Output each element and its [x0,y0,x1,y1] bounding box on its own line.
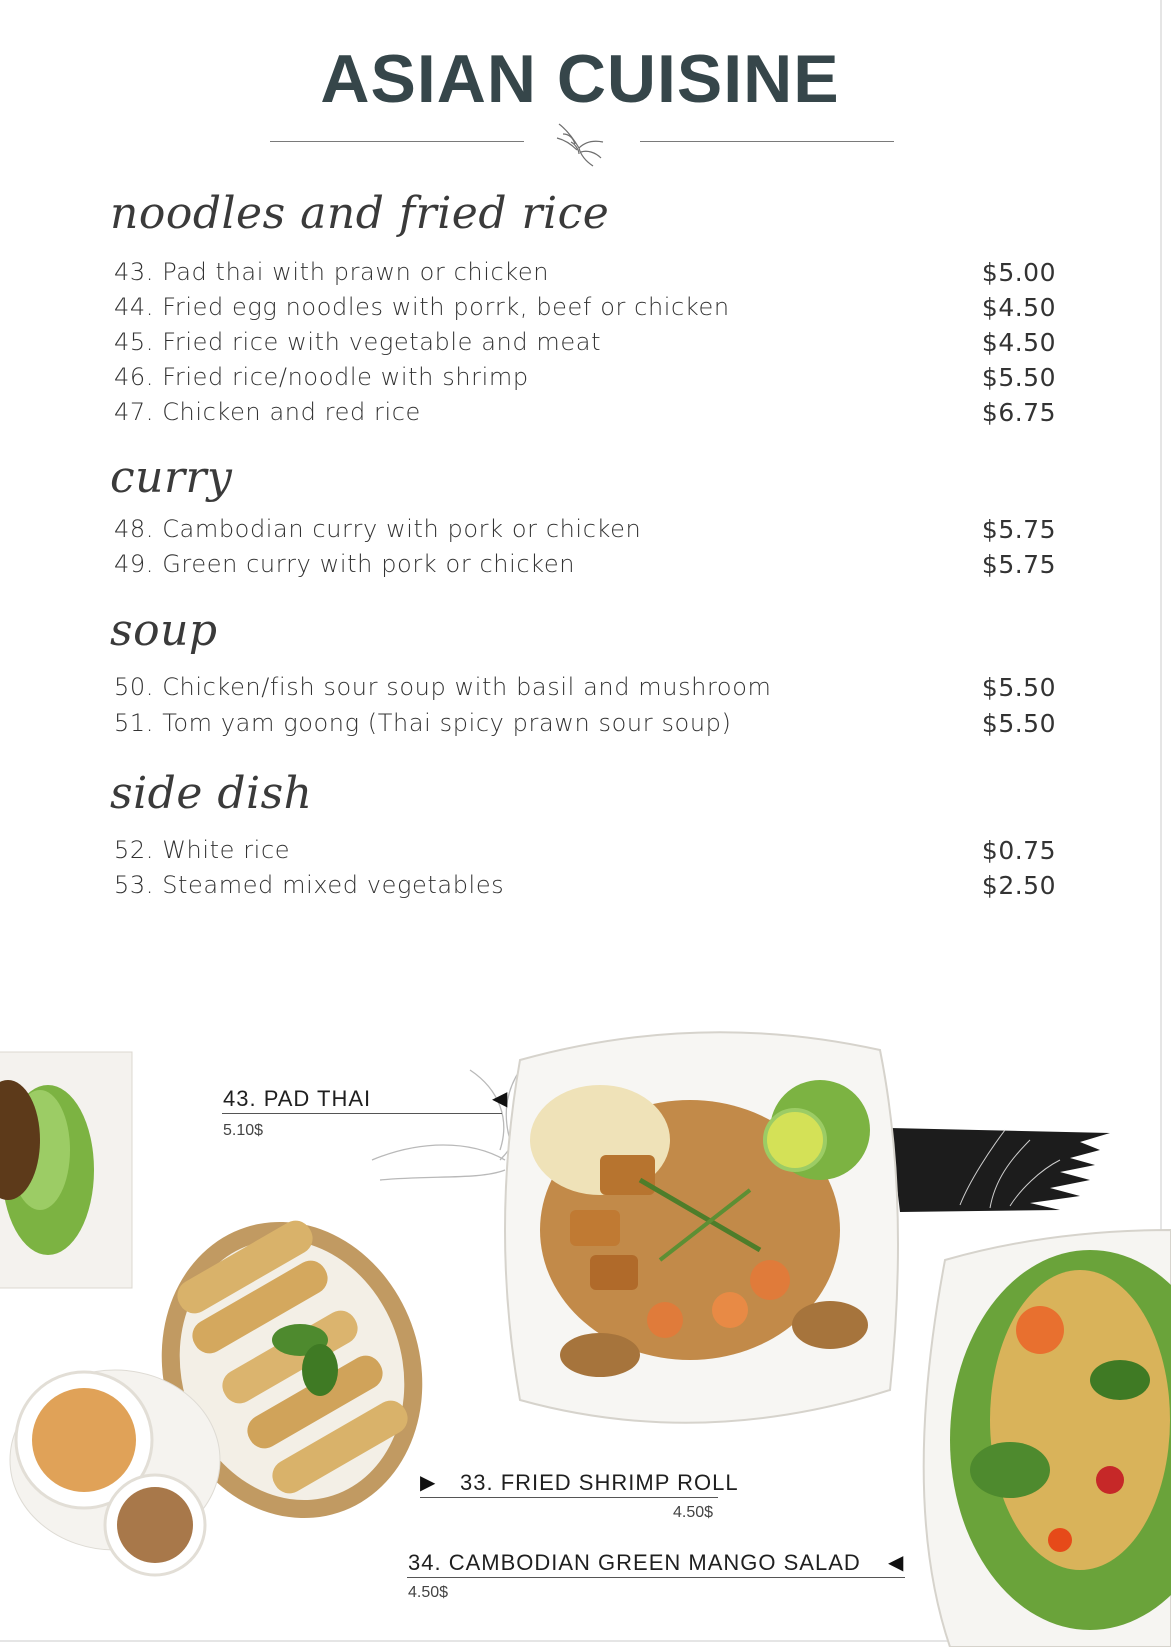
mango-salad-callout-price: 4.50$ [408,1584,449,1601]
page-title: ASIAN CUISINE [320,41,840,117]
item-name: 49. Green curry with pork or chicken [114,550,576,578]
item-price: $5.75 [981,515,1056,544]
section-heading-soup: soup [110,605,218,656]
item-price: $5.50 [981,709,1056,738]
item-name: 44. Fried egg noodles with porrk, beef or chicken [114,293,730,321]
item-name: 50. Chicken/fish sour soup with basil and mushroom [114,673,772,701]
mango-salad-callout-line [407,1577,905,1578]
pad-thai-photo [505,1032,898,1423]
dipping-sauce-photo [10,1370,220,1575]
shrimp-roll-callout-line [420,1497,718,1498]
item-price: $5.00 [981,258,1056,287]
item-price: $6.75 [981,398,1056,427]
item-name: 46. Fried rice/noodle with shrimp [114,363,529,391]
shrimp-roll-callout-title: 33. FRIED SHRIMP ROLL [460,1470,739,1495]
item-price: $2.50 [981,871,1056,900]
item-price: $4.50 [981,328,1056,357]
item-price: $5.50 [981,363,1056,392]
pad-thai-callout-title: 43. PAD THAI [223,1086,372,1111]
item-price: $5.50 [981,673,1056,702]
pointer-left-icon: ◀ [888,1550,904,1574]
section-heading-side-dish: side dish [110,768,313,819]
brush-stroke-decoration [890,1128,1110,1212]
mango-salad-photo [924,1230,1171,1647]
mango-salad-callout-title: 34. CAMBODIAN GREEN MANGO SALAD [408,1550,861,1575]
item-name: 45. Fried rice with vegetable and meat [114,328,602,356]
salad-plate-left-photo [0,1052,132,1288]
pad-thai-callout-price: 5.10$ [223,1122,264,1139]
item-price: $5.75 [981,550,1056,579]
shrimp-roll-callout-price: 4.50$ [673,1504,714,1521]
item-name: 53. Steamed mixed vegetables [114,871,505,899]
item-name: 52. White rice [114,836,291,864]
item-name: 43. Pad thai with prawn or chicken [114,258,550,286]
item-name: 48. Cambodian curry with pork or chicken [114,515,642,543]
section-heading-curry: curry [110,452,233,503]
item-name: 51. Tom yam goong (Thai spicy prawn sour soup) [114,709,732,737]
item-price: $4.50 [981,293,1056,322]
pointer-left-icon: ◀ [492,1086,508,1110]
pad-thai-callout-line [222,1113,502,1114]
pointer-right-icon: ▶ [420,1470,436,1494]
section-heading-noodles: noodles and fried rice [110,188,610,239]
item-name: 47. Chicken and red rice [114,398,421,426]
item-price: $0.75 [981,836,1056,865]
